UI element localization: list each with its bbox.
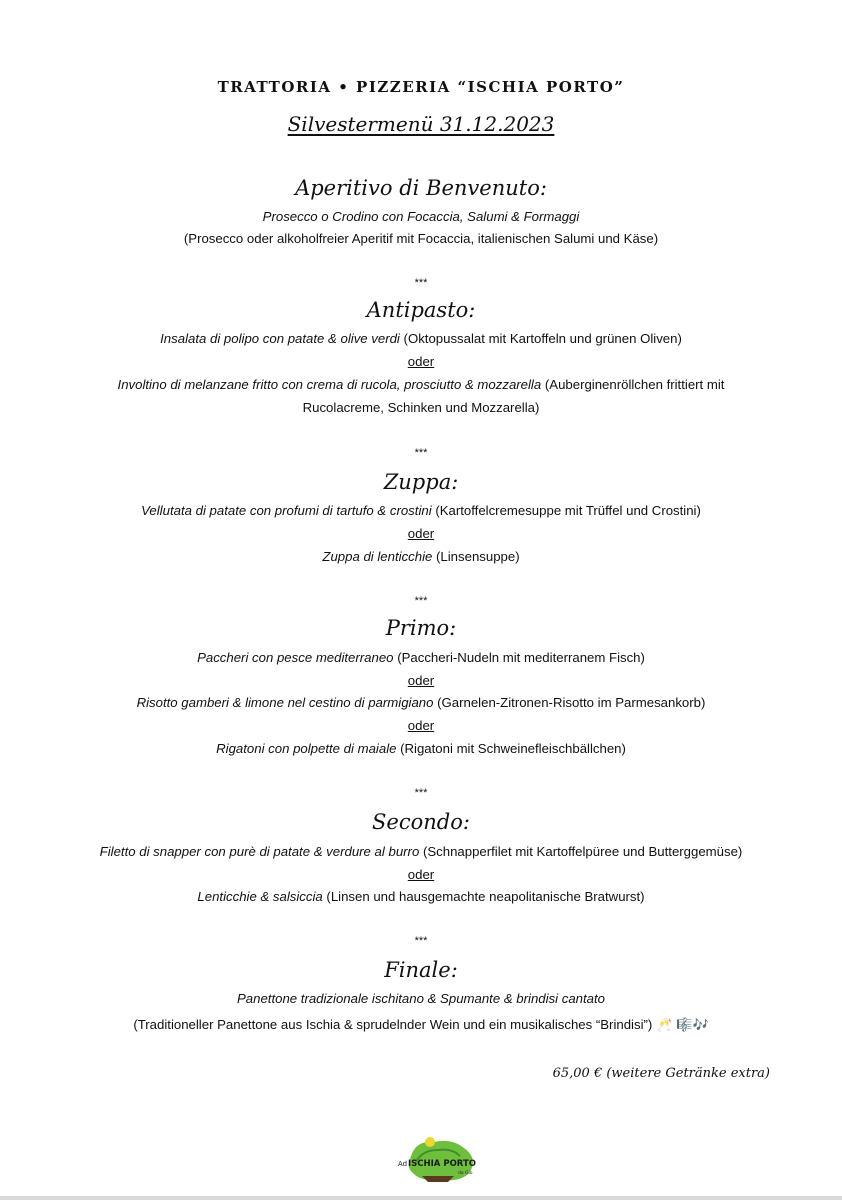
primo-option-2: [60, 692, 782, 714]
antipasto-option-2-german: (Auberginenröllchen frittiert mit: [544, 377, 725, 392]
primo-option-3-italian: Rigatoni con polpette di maiale: [216, 741, 397, 756]
boat-island-logo-icon: [392, 1132, 482, 1186]
oder-label: oder: [407, 526, 435, 541]
zuppa-option-1-german: (Kartoffelcremesuppe mit Trüffel und Crostini): [435, 503, 701, 518]
logo-graphic: [392, 1132, 482, 1186]
secondo-option-2-german: (Linsen und hausgemachte neapolitanische Bratwurst): [326, 889, 645, 904]
primo-option-1-german: (Paccheri-Nudeln mit mediterranem Fisch): [397, 650, 645, 665]
logo-text-ad: Ad: [398, 1160, 408, 1168]
separator-stars: ***: [414, 595, 428, 607]
logo-text-sub: da Gio: [458, 1171, 473, 1176]
zuppa-option-2-italian: Zuppa di lenticchie: [322, 549, 433, 564]
primo-option-2-german: (Garnelen-Zitronen-Risotto im Parmesankorb): [437, 695, 706, 710]
oder-label: oder: [407, 718, 435, 733]
oder-label: oder: [407, 867, 435, 882]
primo-option-2-italian: Risotto gamberi & limone nel cestino di parmigiano: [136, 695, 434, 710]
secondo-option-1-german: (Schnapperfilet mit Kartoffelpüree und Butterggemüse): [422, 844, 743, 859]
aperitivo-line-1: [60, 206, 782, 228]
antipasto-option-2: [60, 374, 782, 396]
secondo-option-2-italian: Lenticchie & salsiccia: [197, 889, 323, 904]
separator-stars: ***: [414, 935, 428, 947]
secondo-option-1: [60, 841, 782, 863]
separator-stars: ***: [414, 787, 428, 799]
course-title-finale: Finale:: [384, 958, 458, 982]
antipasto-option-1-german: (Oktopussalat mit Kartoffeln und grünen Oliven): [403, 331, 682, 346]
primo-option-3-german: (Rigatoni mit Schweinefleischbällchen): [400, 741, 626, 756]
zuppa-option-2-german: (Linsensuppe): [436, 549, 520, 564]
primo-option-1: [60, 647, 782, 669]
course-title-zuppa: Zuppa:: [383, 470, 459, 494]
course-title-primo: Primo:: [385, 616, 457, 640]
secondo-option-2: [60, 886, 782, 908]
course-title-antipasto: Antipasto:: [366, 298, 476, 322]
antipasto-option-2-german-continued: Rucolacreme, Schinken und Mozzarella): [302, 400, 540, 415]
oder-label: oder: [407, 354, 435, 369]
antipasto-option-1-italian: Insalata di polipo con patate & olive verdi: [160, 331, 400, 346]
antipasto-option-1: [60, 328, 782, 350]
aperitivo-line-2: (Prosecco oder alkoholfreier Aperitif mit Focaccia, italienischen Salumi und Käse): [183, 231, 659, 246]
zuppa-option-2: [60, 546, 782, 568]
separator-stars: ***: [414, 277, 428, 289]
menu-date-title: Silvestermenü 31.12.2023: [287, 112, 555, 136]
separator-stars: ***: [414, 447, 428, 459]
bottom-divider: [0, 1196, 842, 1200]
logo-text-main: ISCHIA PORTO: [408, 1159, 476, 1169]
finale-german: (Traditioneller Panettone aus Ischia & sprudelnder Wein und ein musikalisches “Brindisi”): [133, 1017, 653, 1032]
finale-line-2: [60, 1014, 782, 1037]
zuppa-option-1-italian: Vellutata di patate con profumi di tartufo & crostini: [141, 503, 432, 518]
restaurant-name: TRATTORIA • PIZZERIA “ISCHIA PORTO”: [217, 78, 625, 96]
oder-label: oder: [407, 673, 435, 688]
primo-option-3: [60, 738, 782, 760]
aperitivo-italian: Prosecco o Crodino con Focaccia, Salumi & Formaggi: [262, 209, 580, 224]
course-title-aperitivo: Aperitivo di Benvenuto:: [295, 176, 547, 200]
course-title-secondo: Secondo:: [372, 810, 470, 834]
cheers-music-icon: 🥂 🎼🎶: [655, 1018, 709, 1033]
finale-line-1: [60, 988, 782, 1010]
antipasto-option-2-italian: Involtino di melanzane fritto con crema di rucola, prosciutto & mozzarella: [117, 377, 542, 392]
secondo-option-1-italian: Filetto di snapper con purè di patate & verdure al burro: [99, 844, 420, 859]
zuppa-option-1: [60, 500, 782, 522]
price-note: 65,00 € (weitere Getränke extra): [552, 1066, 770, 1081]
primo-option-1-italian: Paccheri con pesce mediterraneo: [197, 650, 394, 665]
finale-italian: Panettone tradizionale ischitano & Spumante & brindisi cantato: [236, 991, 605, 1006]
